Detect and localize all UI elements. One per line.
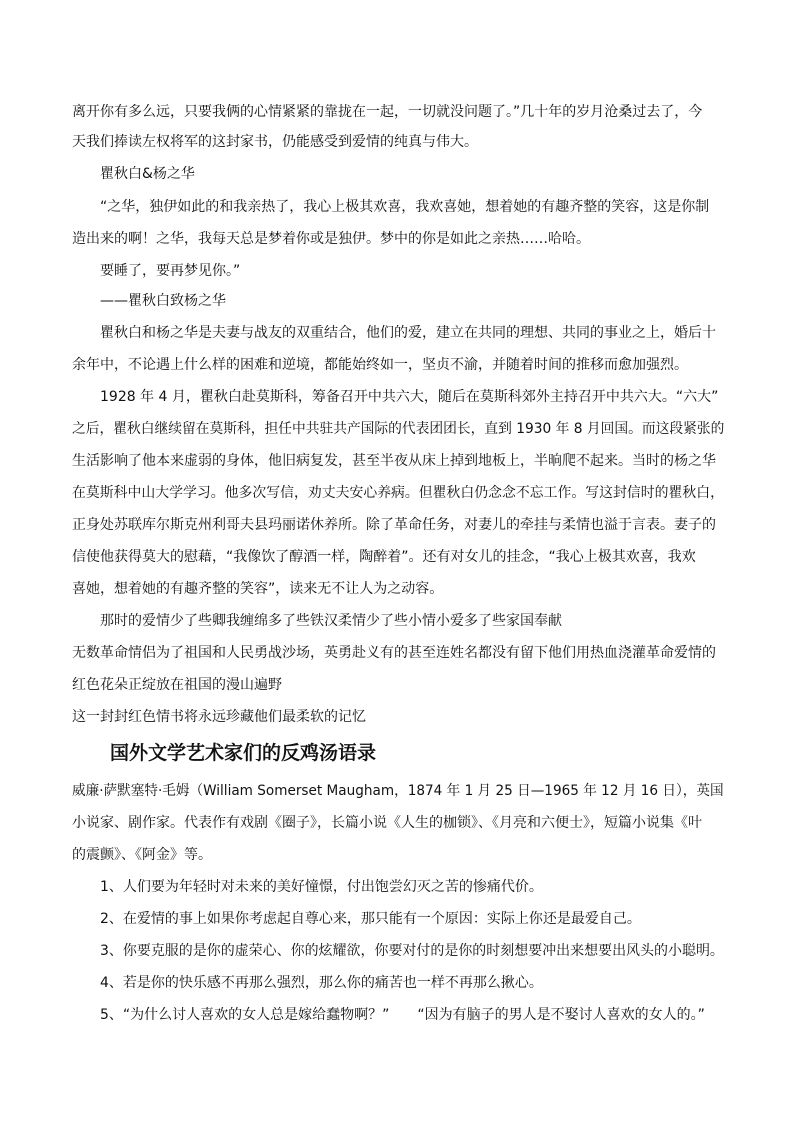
text-line: ——瞿秋白致杨之华 bbox=[100, 293, 226, 309]
text-line: 1928 年 4 月，瞿秋白赴莫斯科，筹备召开中共六大，随后在莫斯科郊外主持召开中共六大。“六大” bbox=[100, 389, 719, 405]
text-line: 造出来的啊！之华，我每天总是梦着你或是独伊。梦中的你是如此之亲热……哈哈。 bbox=[72, 231, 590, 247]
text-line: 在莫斯科中山大学学习。他多次写信，劝丈夫安心养病。但瞿秋白仍念念不忘工作。写这封信时的瞿秋白， bbox=[72, 485, 724, 501]
text-line: 1、人们要为年轻时对未来的美好憧憬，付出饱尝幻灭之苦的惨痛代价。 bbox=[100, 879, 543, 895]
text-line: 生活影响了他本来虚弱的身体，他旧病复发，甚至半夜从床上掉到地板上，半晌爬不起来。当时的杨之华 bbox=[72, 453, 716, 469]
text-line: 5、“为什么讨人喜欢的女人总是嫁给蠢物啊？” “因为有脑子的男人是不娶讨人喜欢的女人的。” bbox=[100, 1007, 705, 1023]
text-line: 喜她，想着她的有趣齐整的笑容”，读来无不让人为之动容。 bbox=[72, 581, 444, 597]
text-line: 瞿秋白&杨之华 bbox=[100, 166, 195, 182]
text-line: 2、在爱情的事上如果你考虑起自尊心来，那只能有一个原因：实际上你还是最爱自己。 bbox=[100, 911, 641, 927]
text-line: 余年中，不论遇上什么样的困难和逆境，都能始终如一，坚贞不渝，并随着时间的推移而愈加强烈。 bbox=[72, 357, 688, 373]
text-line: 天我们捧读左权将军的这封家书，仍能感受到爱情的纯真与伟大。 bbox=[72, 134, 478, 150]
text-line: 威廉·萨默塞特·毛姆（William Somerset Maugham，1874 年 1 月 25 日—1965 年 12 月 16 日），英国 bbox=[72, 783, 724, 799]
text-line: 信使他获得莫大的慰藉，“我像饮了醇酒一样，陶醉着”。还有对女儿的挂念，“我心上极其欢喜，我欢 bbox=[72, 549, 696, 565]
text-line: 红色花朵正绽放在祖国的漫山遍野 bbox=[72, 677, 282, 693]
text-line: 之后，瞿秋白继续留在莫斯科，担任中共驻共产国际的代表团团长，直到 1930 年 8 月回国。而这段紧张的 bbox=[72, 421, 725, 437]
text-line: 的震颤》、《阿金》等。 bbox=[72, 847, 212, 863]
text-line: “之华，独伊如此的和我亲热了，我心上极其欢喜，我欢喜她，想着她的有趣齐整的笑容，这是你制 bbox=[100, 199, 710, 215]
text-line: 瞿秋白和杨之华是夫妻与战友的双重结合，他们的爱，建立在共同的理想、共同的事业之上，婚后十 bbox=[100, 325, 716, 341]
text-line: 这一封封红色情书将永远珍藏他们最柔软的记忆 bbox=[72, 709, 366, 725]
text-line: 4、若是你的快乐感不再那么强烈，那么你的痛苦也一样不再那么揪心。 bbox=[100, 975, 543, 991]
text-line: 3、你要克服的是你的虚荣心、你的炫耀欲，你要对付的是你的时刻想要冲出来想要出风头的小聪明。 bbox=[100, 943, 724, 959]
text-line: 正身处苏联库尔斯克州利哥夫县玛丽诺休养所。除了革命任务，对妻儿的牵挂与柔情也溢于言表。妻子的 bbox=[72, 517, 716, 533]
text-line: 那时的爱情少了些卿我缠绵多了些铁汉柔情少了些小情小爱多了些家国奉献 bbox=[100, 613, 562, 629]
text-line: 无数革命情侣为了祖国和人民勇战沙场，英勇赴义有的甚至连姓名都没有留下他们用热血浇灌革命爱情的 bbox=[72, 645, 716, 661]
text-line: 小说家、剧作家。代表作有戏剧《圈子》，长篇小说《人生的枷锁》、《月亮和六便士》，短篇小说集《叶 bbox=[72, 815, 702, 831]
section-heading: 国外文学艺术家们的反鸡汤语录 bbox=[110, 742, 377, 764]
text-line: 离开你有多么远，只要我俩的心情紧紧的靠拢在一起，一切就没问题了。”几十年的岁月沧桑过去了，今 bbox=[72, 104, 703, 120]
text-line: 要睡了，要再梦见你。” bbox=[100, 263, 241, 279]
